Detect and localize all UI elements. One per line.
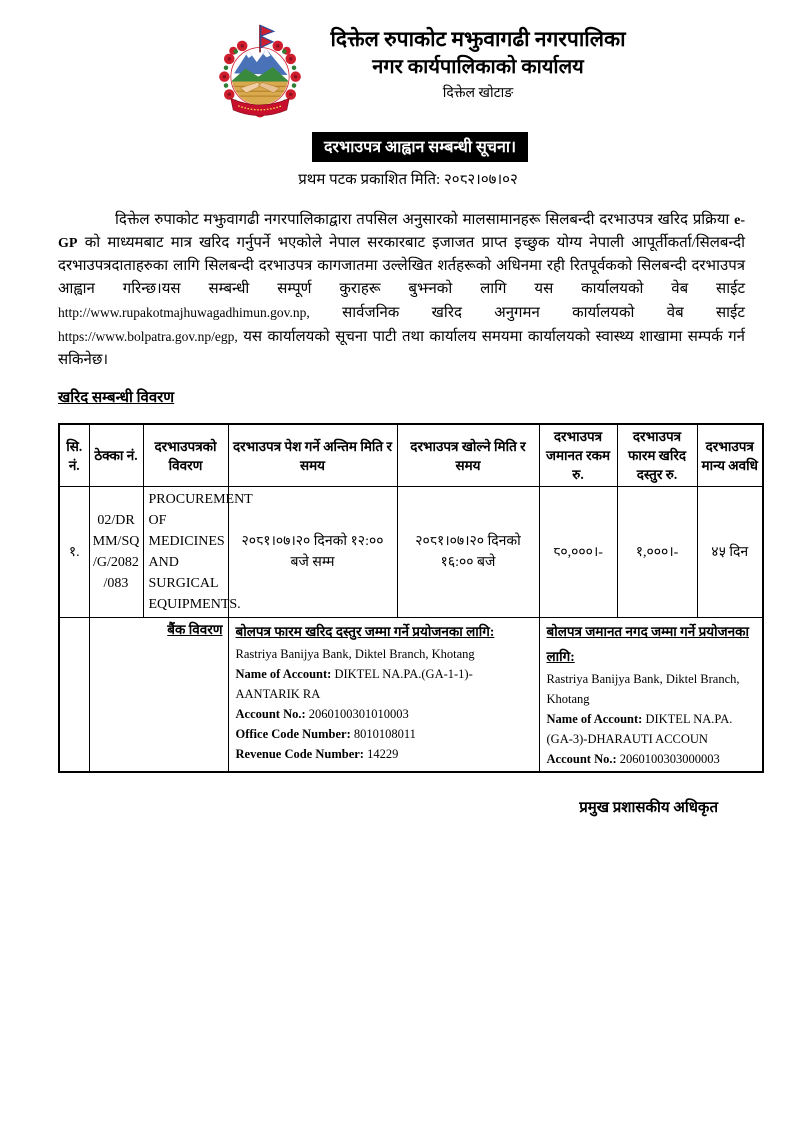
paragraph-text-3: सार्वजनिक खरिद अनुगमन कार्यालयको वेब साईट xyxy=(309,305,745,321)
revenue-code-label: Revenue Code Number: xyxy=(235,747,364,761)
form-fee-bank-heading: बोलपत्र फारम खरिद दस्तुर जम्मा गर्ने प्रयोजनका लागि: xyxy=(235,624,495,639)
office-code-label: Office Code Number: xyxy=(235,727,351,741)
form-fee-bank-name: Rastriya Banijya Bank, Diktel Branch, Khotang xyxy=(235,647,475,661)
form-fee-bank-cell xyxy=(228,618,539,773)
signatory-title: प्रमुख प्रशासकीय अधिकृत xyxy=(579,800,718,816)
bank-row-empty-cell xyxy=(59,618,89,773)
guarantee-account-name-line xyxy=(547,709,757,749)
tender-data-row xyxy=(59,487,763,618)
organization-name: दिक्तेल रुपाकोट मझुवागढी नगरपालिका xyxy=(330,27,626,51)
guarantee-bank-cell xyxy=(539,618,763,773)
table-header-row xyxy=(59,424,763,487)
cell-description: PROCUREMENT OF MEDICINES AND SURGICAL EQUIPMENTS. xyxy=(143,487,228,618)
account-no-value: 2060100301010003 xyxy=(305,707,409,721)
header-validity: दरभाउपत्र मान्य अवधि xyxy=(697,424,763,487)
bank-details-label: बैंक विवरण xyxy=(167,622,223,637)
tender-details-table xyxy=(58,423,764,773)
paragraph-text-1: दिक्तेल रुपाकोट मझुवागढी नगरपालिकाद्वारा तपसिल अनुसारको मालसामानहरू सिलबन्दी दरभाउपत्र खरिद प्रक्रिया xyxy=(115,212,735,228)
bank-details-label-cell xyxy=(89,618,228,773)
notice-title-banner: दरभाउपत्र आह्वान सम्बन्धी सूचना। xyxy=(312,132,528,162)
cell-serial-no: १. xyxy=(59,487,89,618)
paragraph-text-2: को माध्यमबाट मात्र खरिद गर्नुपर्ने भएकोले नेपाल सरकारबाट इजाजत प्राप्त इच्छुक योग्य नेपाली आपूर्तीकर्ता/सिलबन्दी दरभाउपत्रदाताहरुका लागि सिलबन्दी दरभाउपत्र कागजातमा उल्लेखित शर्तहरूको अधिनमा रही रितपूर्वकको सिलबन्दी दरभाउपत्र आह्वान गरिन्छ।यस सम्बन्धी सम्पूर्ण कुराहरू बुझ्नको लागि यस कार्यालयको वेब साईट xyxy=(58,235,745,297)
cell-validity: ४५ दिन xyxy=(697,487,763,618)
header-submission-deadline: दरभाउपत्र पेश गर्ने अन्तिम मिति र समय xyxy=(228,424,397,487)
office-name: नगर कार्यपालिकाको कार्यालय xyxy=(372,56,584,79)
header-guarantee-amount: दरभाउपत्र जमानत रकम रु. xyxy=(539,424,617,487)
guarantee-account-no-line xyxy=(547,749,757,769)
cell-form-fee: १,०००।- xyxy=(617,487,697,618)
account-name-value: DIKTEL NA.PA.(GA-1-1)-AANTARIK RA xyxy=(235,667,473,701)
header-contract-no: ठेक्का नं. xyxy=(89,424,143,487)
paragraph-text-4: यस कार्यालयको सूचना पाटी तथा कार्यालय समयमा कार्यालयको स्वास्थ्य शाखामा सम्पर्क गर्न सकिनेछ। xyxy=(58,329,745,368)
guarantee-account-name-label: Name of Account: xyxy=(546,712,643,726)
published-date-line: प्रथम पटक प्रकाशित मिति: २०८२।०७।०२ xyxy=(298,172,518,188)
guarantee-bank-heading: बोलपत्र जमानत नगद जम्मा गर्ने प्रयोजनका लागि: xyxy=(546,624,749,664)
bank-details-row xyxy=(59,618,763,773)
guarantee-account-name-value: DIKTEL NA.PA.(GA-3)-DHARAUTI ACCOUN xyxy=(546,712,733,746)
cell-opening-datetime: २०८१।०७।२० दिनको १६:०० बजे xyxy=(397,487,539,618)
guarantee-bank-name: Rastriya Banijya Bank, Diktel Branch, Khotang xyxy=(546,672,740,706)
guarantee-account-no-label: Account No.: xyxy=(546,752,617,766)
egp-term: e-GP xyxy=(58,213,745,251)
office-code-line xyxy=(236,724,533,744)
revenue-code-value: 14229 xyxy=(363,747,399,761)
office-location: दिक्तेल खोटाङ xyxy=(442,86,514,102)
form-fee-account-no-line xyxy=(236,704,533,724)
account-no-label: Account No.: xyxy=(235,707,306,721)
bolpatra-website-url: https://www.bolpatra.gov.np/egp, xyxy=(58,329,238,344)
municipality-emblem-icon xyxy=(208,20,312,122)
header-opening-datetime: दरभाउपत्र खोल्ने मिति र समय xyxy=(397,424,539,487)
procurement-details-heading: खरिद सम्बन्धी विवरण xyxy=(58,390,175,406)
municipality-website-url: http://www.rupakotmajhuwagadhimun.gov.np, xyxy=(58,305,310,320)
notice-body-paragraph xyxy=(58,209,745,372)
header-titles xyxy=(330,20,625,102)
office-code-value: 8010108011 xyxy=(350,727,416,741)
cell-submission-deadline: २०८१।०७।२० दिनको १२:०० बजे सम्म xyxy=(228,487,397,618)
form-fee-account-name-line xyxy=(236,664,533,704)
document-header xyxy=(34,0,800,122)
guarantee-account-no-value: 2060100303000003 xyxy=(616,752,720,766)
cell-contract-no: 02/DR MM/SQ /G/2082 /083 xyxy=(89,487,143,618)
header-description: दरभाउपत्रको विवरण xyxy=(143,424,228,487)
header-serial-no: सि. नं. xyxy=(59,424,89,487)
cell-guarantee-amount: ८०,०००।- xyxy=(539,487,617,618)
account-name-label: Name of Account: xyxy=(235,667,332,681)
header-form-fee: दरभाउपत्र फारम खरिद दस्तुर रु. xyxy=(617,424,697,487)
revenue-code-line xyxy=(236,744,533,764)
